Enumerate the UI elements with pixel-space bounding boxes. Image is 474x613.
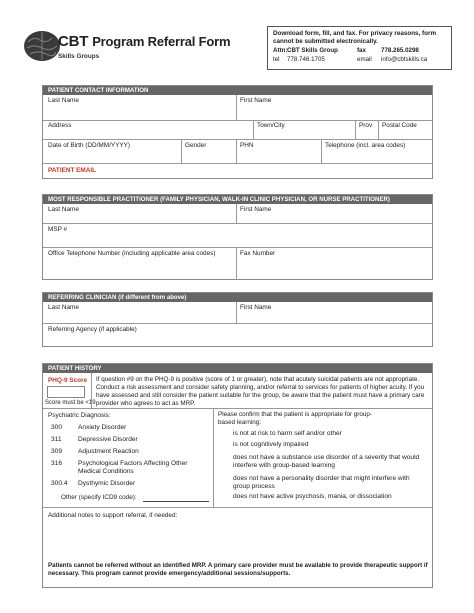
ref-last-name-field[interactable]: Last Name [48, 304, 79, 311]
phq-score-input[interactable] [47, 386, 85, 398]
confirm-item[interactable]: is not cognitively impaired [233, 441, 309, 448]
diagnosis-item[interactable]: 309 Adjustment Reaction [51, 448, 139, 455]
diagnosis-item[interactable]: 300.4 Dysthymic Disorder [51, 480, 136, 487]
mrp-last-name-field[interactable]: Last Name [48, 206, 79, 213]
contact-info-box [267, 26, 452, 70]
patient-first-name-field[interactable]: First Name [240, 97, 272, 104]
diagnosis-heading: Psychiatric Diagnosis: [48, 412, 111, 419]
brand-subtitle: Skills Groups [58, 53, 100, 60]
referring-section [42, 292, 433, 347]
additional-notes-field[interactable]: Additional notes to support referral, if needed: [48, 512, 178, 519]
patient-phn-field[interactable]: PHN [240, 142, 254, 149]
ref-first-name-field[interactable]: First Name [240, 304, 272, 311]
diagnosis-item[interactable]: 316 Psychological Factors Affecting Other Medical Conditions [51, 460, 188, 475]
patient-prov-field[interactable]: Prov [359, 122, 373, 129]
phq-score-label: PHQ-9 Score [48, 377, 88, 384]
section-heading: REFERRING CLINICIAN (if different from above) [43, 293, 432, 302]
mrp-section [42, 194, 433, 280]
section-heading: PATIENT HISTORY [43, 364, 432, 373]
submission-instructions: Download form, fill, and fax. For privacy reasons, form cannot be submitted electronically. [273, 30, 437, 45]
ref-agency-field[interactable]: Referring Agency (if applicable) [48, 326, 137, 333]
phq-score-note: Score must be <19 [45, 400, 96, 406]
diagnosis-list [51, 424, 219, 492]
confirm-item[interactable]: is not at risk to harm self and/or other [233, 430, 342, 437]
mrp-first-name-field[interactable]: First Name [240, 206, 272, 213]
patient-telephone-field[interactable]: Telephone (incl. area codes) [325, 142, 406, 149]
confirm-list [233, 430, 423, 504]
confirm-item[interactable]: does not have a substance use disorder of a severity that would interfere with group-based learning [233, 454, 420, 469]
diagnosis-item[interactable]: 311 Depressive Disorder [51, 436, 138, 443]
other-icd9-input[interactable] [143, 501, 209, 502]
mrp-fax-field[interactable]: Fax Number [240, 250, 276, 257]
mrp-office-phone-field[interactable]: Office Telephone Number (including applicable area codes) [48, 250, 216, 257]
diagnosis-item[interactable]: 300 Anxiety Disorder [51, 424, 127, 431]
confirm-item[interactable]: does not have a personality disorder that might interfere with group process [233, 475, 410, 490]
patient-dob-field[interactable]: Date of Birth (DD/MM/YYYY) [48, 142, 131, 149]
confirm-item[interactable]: does not have active psychosis, mania, or dissociation [233, 493, 392, 500]
form-title: CBT Program Referral Form [58, 33, 231, 50]
attn-row: Attn: CBT Skills Group fax 778.265.0298 [273, 47, 419, 55]
patient-last-name-field[interactable]: Last Name [48, 97, 79, 104]
section-heading: MOST RESPONSIBLE PRACTITIONER (FAMILY PHYSICIAN, WALK-IN CLINIC PHYSICIAN, OR NURSE PRACTITIONER) [43, 195, 432, 204]
other-icd9-label: Other (specify ICD9 code): [61, 494, 137, 501]
mrp-msp-field[interactable]: MSP # [48, 226, 68, 233]
patient-contact-section [42, 85, 433, 179]
patient-town-field[interactable]: Town/City [257, 122, 285, 129]
patient-address-field[interactable]: Address [48, 122, 72, 129]
mrp-requirement-note: Patients cannot be referred without an identified MRP. A primary care provider must be available to provide therapeutic support if necessary. This program cannot provide emergency/additional sessions/supports. [48, 562, 428, 578]
tel-row: tel 778.746.1705 email info@cbtskills.ca [273, 56, 428, 64]
patient-gender-field[interactable]: Gender [185, 142, 207, 149]
confirm-heading: Please confirm that the patient is appropriate for group-based learning: [218, 411, 373, 426]
patient-history-section [42, 363, 433, 588]
phq-instructions: If question #9 on the PHQ-9 is positive (score of 1 or greater), note that acutely suicidal patients are not appropriate. Conduct a risk assessment and consider safety planning, and/or referral to services for patients of higher acuity. If you have assessed and still consider the patient suitable for the group, be aware that the patient must have a primary care provider who agrees to act as MRP. [96, 376, 425, 407]
patient-email-field[interactable]: PATIENT EMAIL [48, 167, 97, 174]
patient-postal-field[interactable]: Postal Code [382, 122, 417, 129]
section-heading: PATIENT CONTACT INFORMATION [43, 86, 432, 95]
